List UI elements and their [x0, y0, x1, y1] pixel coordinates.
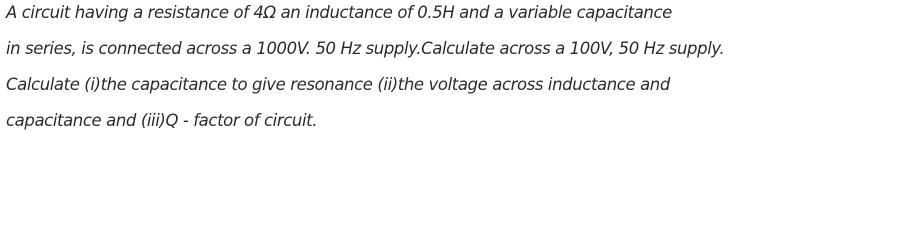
problem-line-3: Calculate (i)the capacitance to give resonance (ii)the voltage across inductance and	[6, 75, 670, 94]
problem-line-1: A circuit having a resistance of 4Ω an inductance of 0.5H and a variable capacitance	[6, 3, 672, 22]
problem-line-2: in series, is connected across a 1000V. 50 Hz supply.Calculate across a 100V, 50 Hz supply.	[6, 39, 725, 58]
problem-line-4: capacitance and (iii)Q - factor of circuit.	[6, 111, 318, 130]
